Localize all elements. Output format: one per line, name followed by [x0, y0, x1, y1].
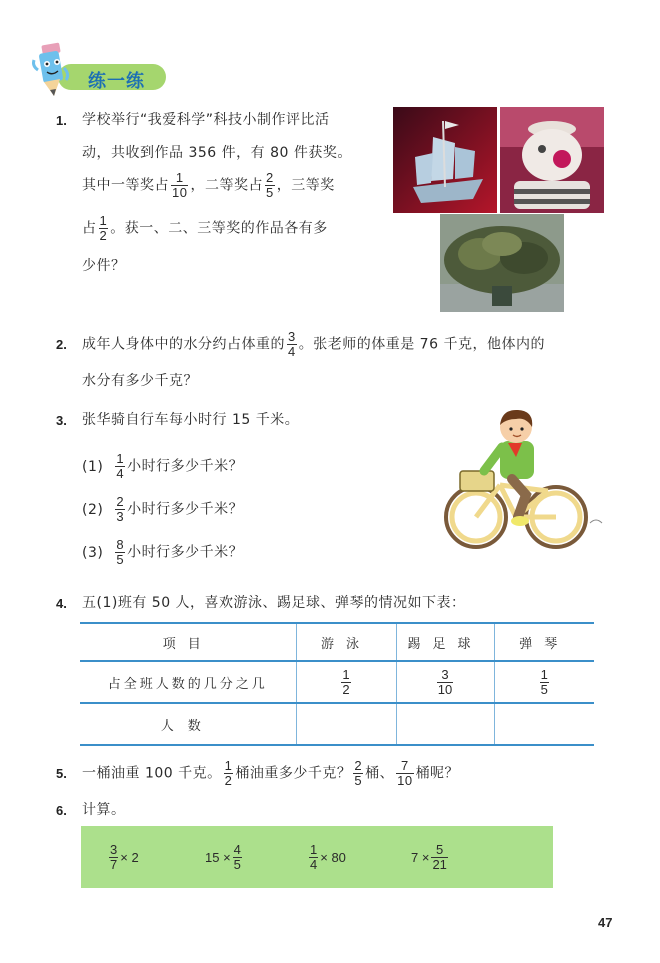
table-cell-empty — [296, 703, 396, 745]
page-number: 47 — [598, 915, 613, 930]
calc-expression — [411, 843, 450, 872]
q1-text: 。获一、二、三等奖的作品各有多 — [110, 220, 328, 237]
q2-text: 。张老师的体重是 76 千克，他体内的 — [298, 336, 545, 353]
q3-subitem — [82, 538, 243, 567]
subitem-text: 小时行多少千米？ — [127, 458, 244, 475]
ship-model-photo — [393, 107, 497, 213]
fraction: $\frac{3}{7}$ — [110, 842, 118, 872]
fraction: $\frac{1}{2}$ — [342, 666, 350, 697]
table-row-label: 占全班人数的几分之几 — [80, 661, 296, 703]
fraction: $\frac{7}{10}$ — [397, 758, 413, 788]
table-header-cell: 项目 — [80, 623, 296, 661]
fraction: $\frac{1}{2}$ — [224, 758, 233, 788]
fraction: $\frac{3}{4}$ — [288, 329, 296, 359]
expr-post: × 80 — [320, 850, 346, 865]
calc-expression — [107, 843, 139, 872]
fraction: $\frac{5}{21}$ — [432, 842, 447, 872]
q4-text-line: 五(1)班有 50 人，喜欢游泳、踢足球、弹琴的情况如下表： — [82, 595, 466, 611]
q1-text: ，二等奖占 — [190, 177, 263, 194]
table-cell-empty — [494, 703, 594, 745]
calc-expression — [205, 843, 244, 872]
fraction: $\frac{3}{10}$ — [437, 666, 453, 697]
subitem-text: 小时行多少千米？ — [127, 544, 244, 561]
tree-model-photo — [440, 214, 564, 312]
calc-expression — [307, 843, 346, 872]
q1-text-line — [82, 171, 335, 200]
robot-model-photo — [500, 107, 604, 213]
fraction: $\frac{2}{5}$ — [265, 170, 274, 200]
expr-pre: 15 × — [205, 850, 231, 865]
q2-text-line — [82, 330, 545, 359]
q3-subitem — [82, 452, 243, 481]
question-number: 2. — [56, 337, 67, 352]
fraction: $\frac{1}{10}$ — [172, 170, 188, 200]
question-number: 1. — [56, 113, 67, 128]
fraction: $\frac{1}{5}$ — [540, 666, 548, 697]
fraction: $\frac{2}{3}$ — [116, 494, 125, 524]
q3-text-line: 张华骑自行车每小时行 15 千米。 — [82, 412, 300, 428]
table-header-cell: 弹琴 — [494, 623, 594, 661]
fraction: $\frac{1}{2}$ — [99, 213, 108, 243]
subitem-label: (1) — [82, 458, 104, 475]
question-number: 6. — [56, 803, 67, 818]
table-header-cell: 踢足球 — [396, 623, 494, 661]
subitem-label: (2) — [82, 501, 104, 518]
q1-text-line — [82, 214, 328, 243]
fraction: $\frac{4}{5}$ — [233, 842, 241, 872]
q5-text-line — [82, 759, 459, 788]
table-cell — [296, 661, 396, 703]
q1-text-line: 动，共收到作品 356 件，有 80 件获奖。 — [82, 145, 352, 161]
calculation-box — [81, 826, 553, 888]
q5-text: 桶油重多少千克？ — [235, 765, 352, 782]
table-cell-empty — [396, 703, 494, 745]
question-number: 5. — [56, 766, 67, 781]
q5-text: 桶呢？ — [415, 765, 460, 782]
subitem-text: 小时行多少千米？ — [127, 501, 244, 518]
table-cell — [494, 661, 594, 703]
fraction: $\frac{1}{4}$ — [310, 842, 318, 872]
boy-on-bicycle-illustration — [438, 405, 608, 557]
expr-post: × 2 — [120, 850, 139, 865]
section-title: 练一练 — [88, 71, 145, 92]
q2-text-line: 水分有多少千克？ — [82, 373, 198, 389]
q1-text: 占 — [82, 220, 97, 237]
subitem-label: (3) — [82, 544, 104, 561]
q3-subitem — [82, 495, 243, 524]
q6-title: 计算。 — [82, 802, 126, 818]
q1-text-line: 学校举行“我爱科学”科技小制作评比活 — [82, 112, 330, 128]
expr-pre: 7 × — [411, 850, 430, 865]
fraction: $\frac{2}{5}$ — [354, 758, 363, 788]
table-row — [80, 661, 594, 703]
table-header-row — [80, 623, 594, 661]
q1-text: 其中一等奖占 — [82, 177, 169, 194]
fraction: $\frac{8}{5}$ — [116, 537, 125, 567]
hobby-table — [80, 622, 594, 746]
q1-text: ，三等奖 — [276, 177, 335, 194]
question-number: 3. — [56, 413, 67, 428]
question-number: 4. — [56, 596, 67, 611]
table-row-label: 人数 — [80, 703, 296, 745]
pencil-mascot-icon — [30, 40, 74, 100]
q5-text: 一桶油重 100 千克。 — [82, 765, 222, 782]
q1-text-line: 少件？ — [82, 258, 126, 274]
section-badge — [58, 64, 166, 90]
section-header — [30, 40, 150, 96]
table-cell — [396, 661, 494, 703]
fraction: $\frac{1}{4}$ — [116, 451, 125, 481]
table-header-cell: 游泳 — [296, 623, 396, 661]
q2-text: 成年人身体中的水分约占体重的 — [82, 336, 285, 353]
table-row — [80, 703, 594, 745]
q5-text: 桶、 — [365, 765, 395, 782]
